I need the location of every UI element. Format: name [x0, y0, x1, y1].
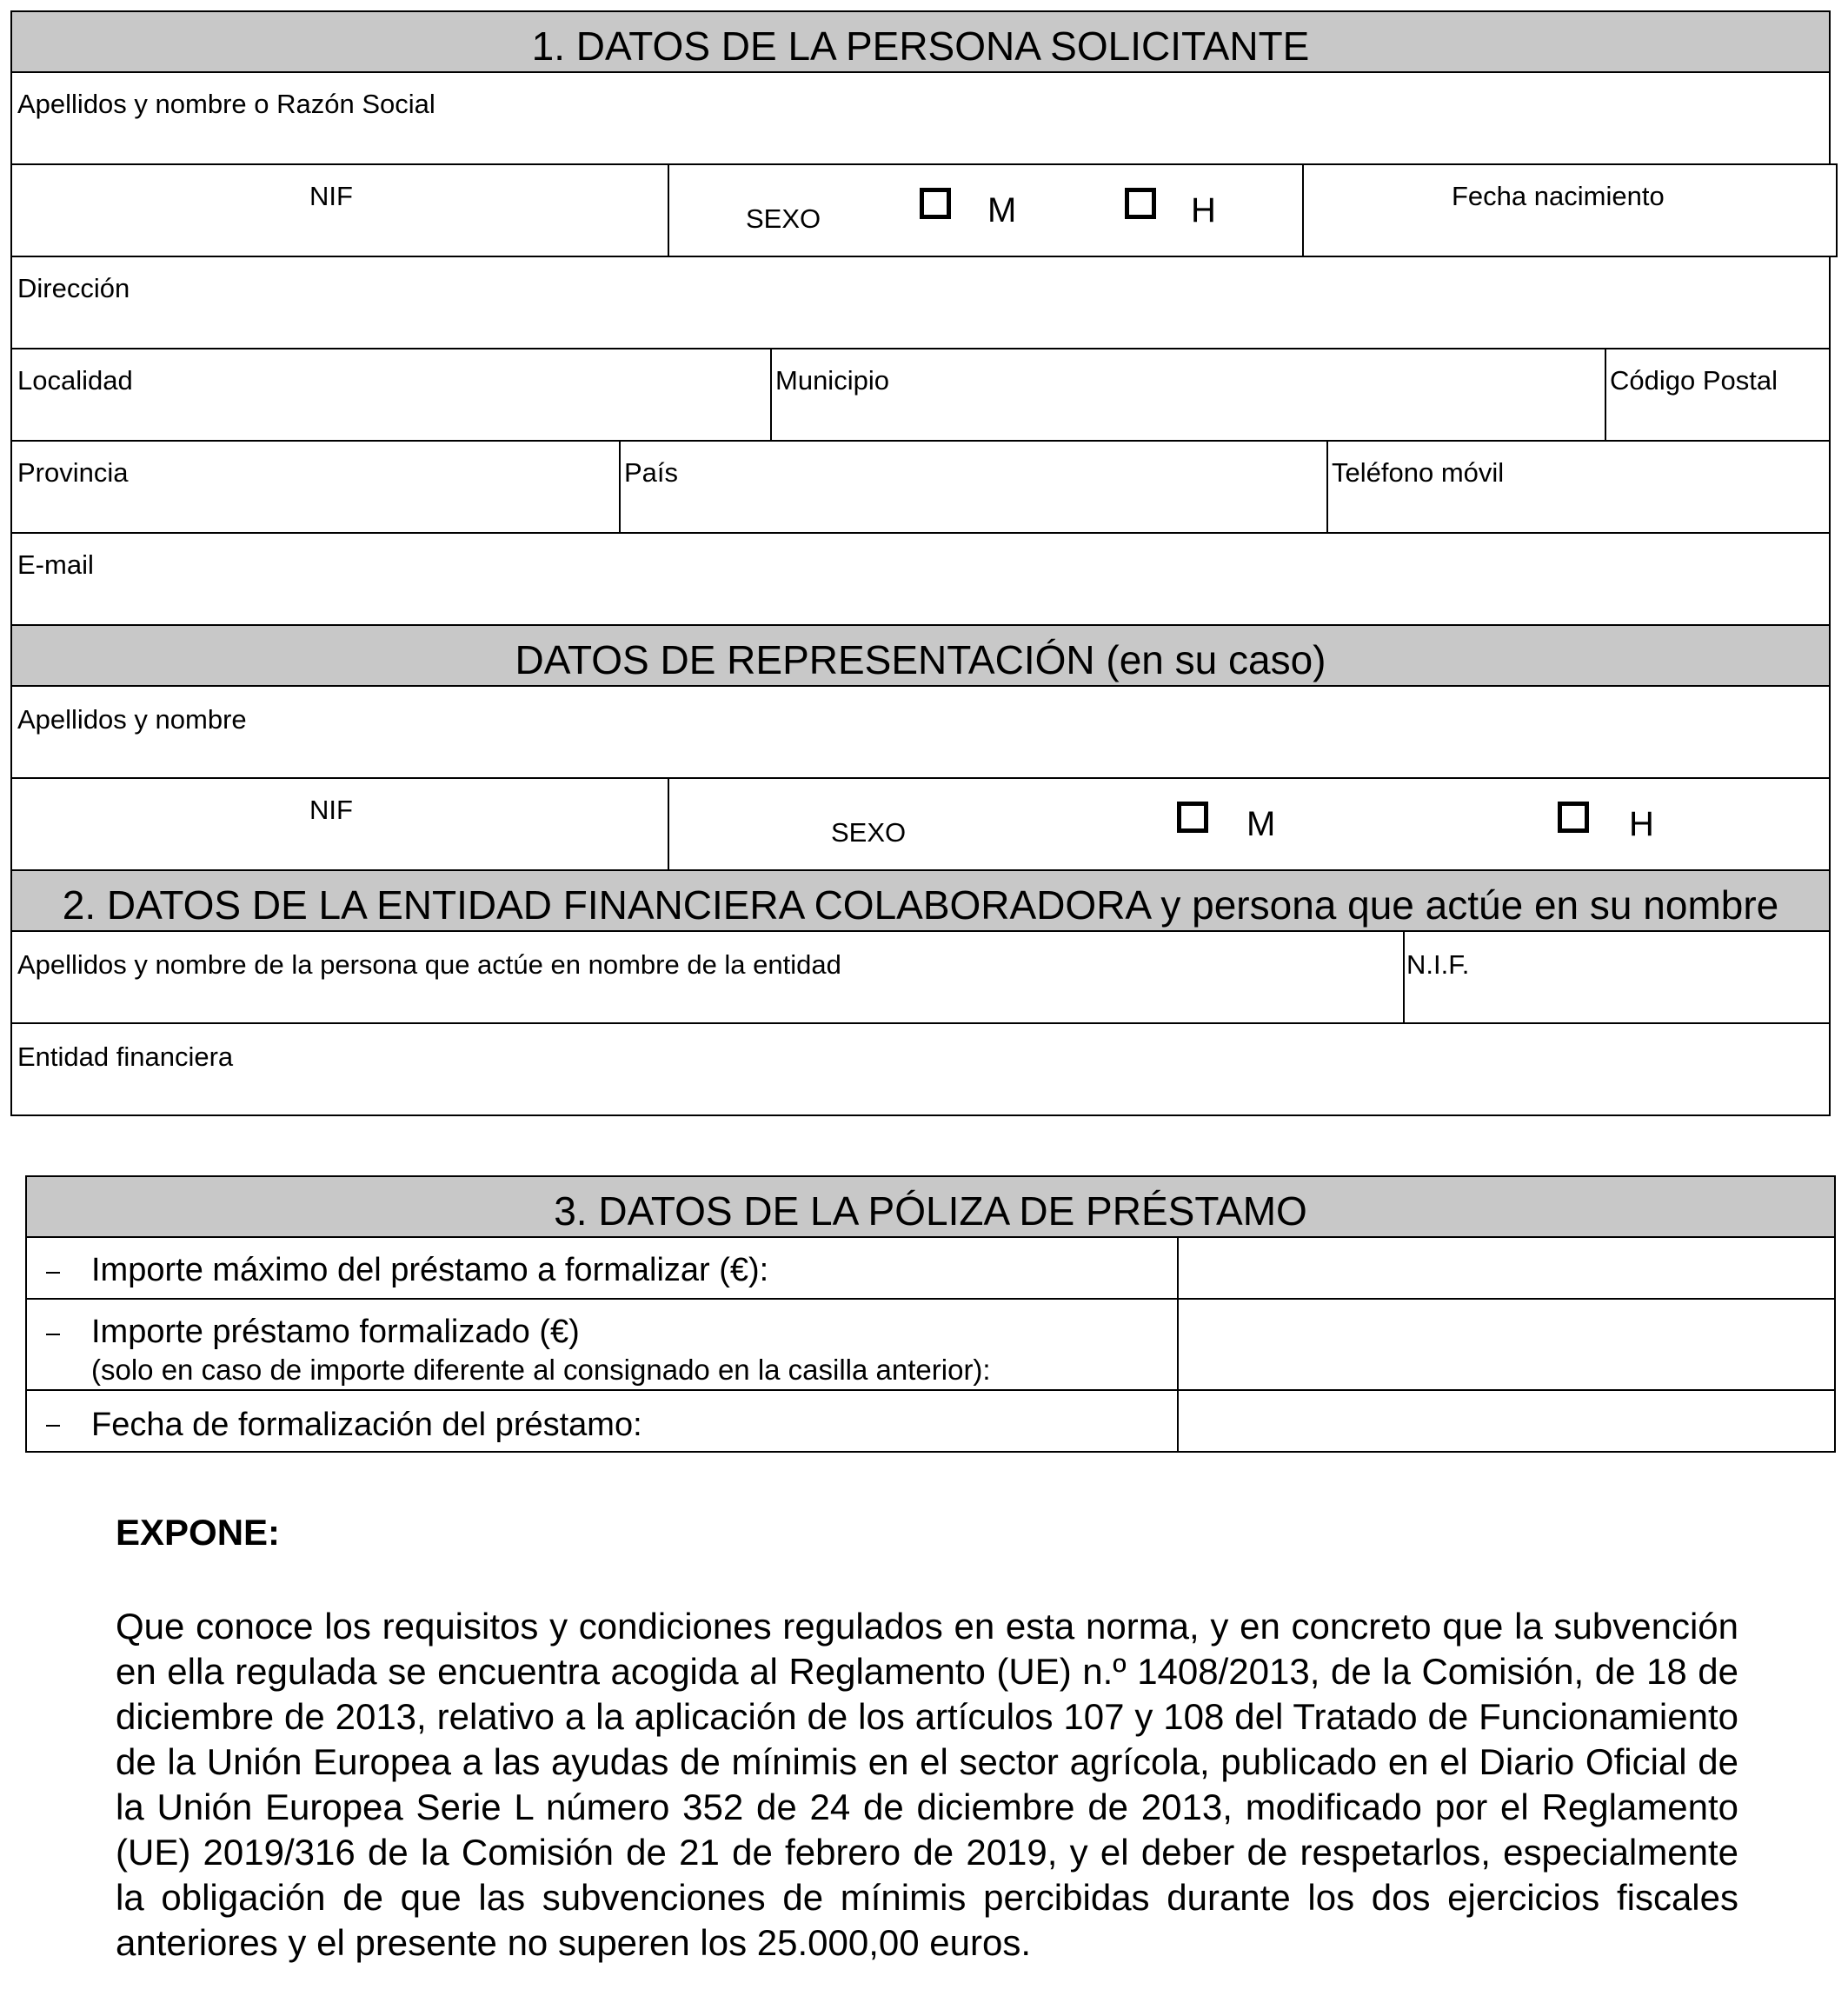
representation-title: DATOS DE REPRESENTACIÓN (en su caso)	[515, 637, 1326, 682]
entity-nif-field[interactable]	[1403, 930, 1831, 1024]
applicant-postal-label: Código Postal	[1610, 365, 1778, 396]
loan-max-dash	[46, 1272, 60, 1274]
representative-sex-m-checkbox[interactable]	[1177, 802, 1208, 833]
representative-sex-h-checkbox[interactable]	[1558, 802, 1589, 833]
entity-person-field[interactable]	[10, 930, 1405, 1024]
representative-nif-field[interactable]	[10, 777, 669, 871]
representative-nif-label: NIF	[309, 795, 353, 825]
applicant-sex-h-checkbox[interactable]	[1125, 188, 1156, 219]
applicant-nif-field[interactable]	[10, 163, 669, 257]
applicant-sex-m-checkbox[interactable]	[920, 188, 951, 219]
section2-header	[10, 869, 1831, 932]
applicant-birthdate-label: Fecha nacimiento	[1452, 181, 1665, 211]
loan-max-row	[25, 1236, 1179, 1300]
section1-header	[10, 10, 1831, 73]
applicant-country-label: País	[624, 457, 679, 488]
applicant-locality-field[interactable]	[10, 348, 772, 442]
entity-name-label: Entidad financiera	[17, 1041, 234, 1072]
expone-heading: EXPONE:	[116, 1512, 281, 1553]
applicant-sex-field	[668, 163, 1304, 257]
loan-max-label: Importe máximo del préstamo a formalizar (€):	[91, 1252, 769, 1288]
applicant-address-field[interactable]	[10, 256, 1831, 349]
applicant-locality-label: Localidad	[17, 365, 133, 396]
applicant-birthdate-field[interactable]	[1302, 163, 1838, 257]
loan-date-row	[25, 1389, 1179, 1453]
applicant-province-label: Provincia	[17, 457, 129, 488]
loan-max-input[interactable]	[1177, 1236, 1836, 1300]
entity-person-label: Apellidos y nombre de la persona que actúe en nombre de la entidad	[17, 949, 841, 980]
entity-nif-label: N.I.F.	[1406, 949, 1470, 980]
applicant-mobile-field[interactable]	[1326, 440, 1831, 534]
representative-sex-h-label: H	[1629, 805, 1654, 843]
applicant-sex-m-label: M	[987, 191, 1017, 230]
applicant-nif-label: NIF	[309, 181, 353, 211]
representative-name-field[interactable]	[10, 685, 1831, 779]
representative-sex-m-label: M	[1246, 805, 1276, 843]
section1-title: 1. DATOS DE LA PERSONA SOLICITANTE	[531, 23, 1310, 69]
representative-sex-field	[668, 777, 1831, 871]
applicant-address-label: Dirección	[17, 273, 130, 303]
expone-paragraph: Que conoce los requisitos y condiciones regulados en esta norma, y en concreto que la subvención en ella regulada se encuentra acogida al Reglamento (UE) n.º 1408/2013, de la Comisión, de 18 de diciembre de 2013, relativo a la aplicación de los artículos 107 y 108 del Tratado de Funcionamiento de la Unión Europea a las ayudas de mínimis en el sector agrícola, publicado en el Diario Oficial de la Unión Europea Serie L número 352 de 24 de diciembre de 2013, modificado por el Reglamento (UE) 2019/316 de la Comisión de 21 de febrero de 2019, y el deber de respetarlos, especialmente la obligación de que las subvenciones de mínimis percibidas durante los dos ejercicios fiscales anteriores y el presente no superen los 25.000,00 euros.	[116, 1606, 1738, 1963]
section2-title: 2. DATOS DE LA ENTIDAD FINANCIERA COLABORADORA y persona que actúe en su nombre	[62, 882, 1779, 928]
applicant-postal-field[interactable]	[1605, 348, 1831, 442]
applicant-municipality-label: Municipio	[775, 365, 889, 396]
applicant-sex-h-label: H	[1191, 191, 1216, 230]
applicant-sex-label: SEXO	[746, 203, 821, 234]
loan-formalized-dash	[46, 1334, 60, 1335]
applicant-municipality-field[interactable]	[770, 348, 1606, 442]
section3-header	[25, 1175, 1836, 1238]
applicant-name-field[interactable]	[10, 71, 1831, 165]
applicant-mobile-label: Teléfono móvil	[1332, 457, 1505, 488]
applicant-country-field[interactable]	[619, 440, 1328, 534]
applicant-email-label: E-mail	[17, 549, 94, 580]
applicant-email-field[interactable]	[10, 532, 1831, 626]
section3-title: 3. DATOS DE LA PÓLIZA DE PRÉSTAMO	[554, 1188, 1307, 1234]
representative-name-label: Apellidos y nombre	[17, 704, 247, 735]
loan-formalized-note: (solo en caso de importe diferente al consignado en la casilla anterior):	[91, 1354, 991, 1386]
representative-sex-label: SEXO	[831, 817, 907, 848]
loan-date-input[interactable]	[1177, 1389, 1836, 1453]
representation-header	[10, 624, 1831, 687]
applicant-province-field[interactable]	[10, 440, 621, 534]
applicant-name-label: Apellidos y nombre o Razón Social	[17, 89, 435, 119]
loan-formalized-label: Importe préstamo formalizado (€)	[91, 1314, 580, 1350]
loan-date-label: Fecha de formalización del préstamo:	[91, 1407, 642, 1443]
entity-name-field[interactable]	[10, 1022, 1831, 1116]
loan-formalized-row	[25, 1298, 1179, 1391]
loan-date-dash	[46, 1425, 60, 1427]
loan-formalized-input[interactable]	[1177, 1298, 1836, 1391]
